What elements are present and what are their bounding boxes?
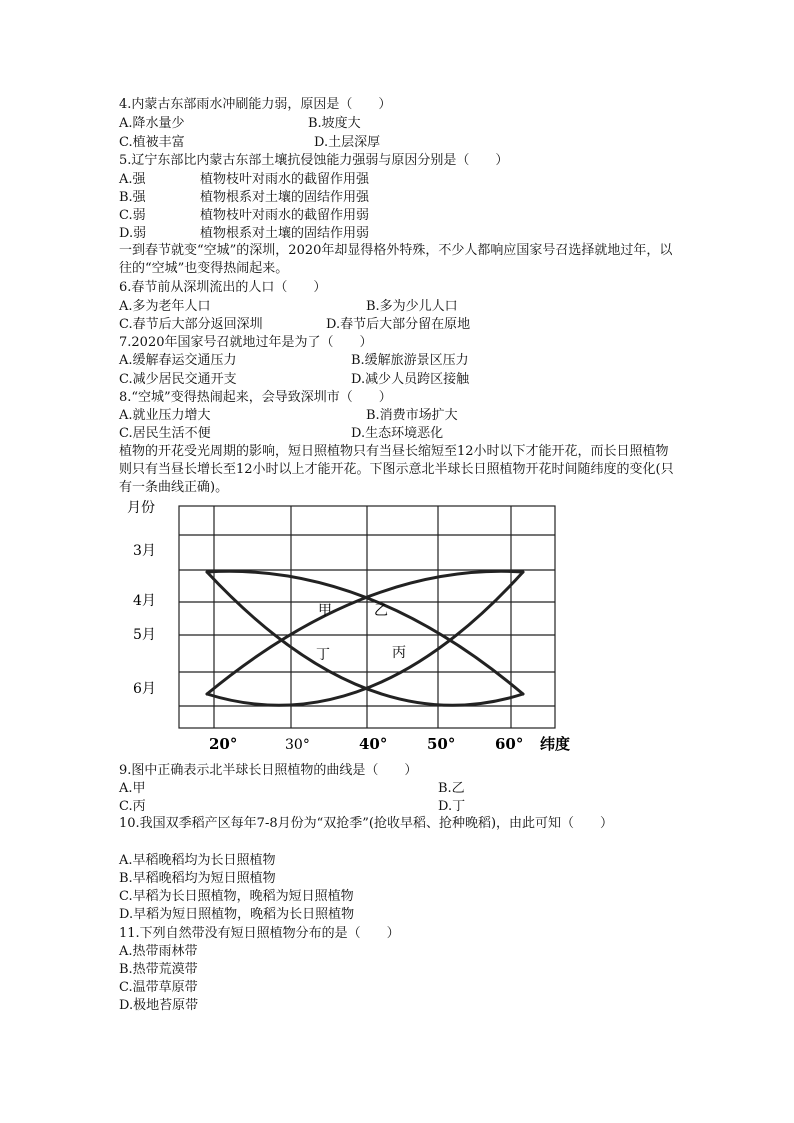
q8-option-d: D.生态环境恶化 — [351, 426, 444, 441]
curve-label-jia: 甲 — [318, 603, 332, 619]
q9-option-c: C.丙 — [119, 799, 146, 814]
y-tick-3: 3月 — [133, 543, 156, 559]
y-tick-5: 5月 — [133, 627, 156, 643]
curve-yi — [207, 571, 523, 694]
q5-option-d-text: 植物根系对土壤的固结作用弱 — [200, 226, 370, 241]
x-tick-50: 50° — [427, 735, 456, 753]
q6-stem: 6.春节前从深圳流出的人口（ ） — [119, 280, 327, 295]
q4-option-a: A.降水量少 — [119, 116, 185, 131]
q10-stem: 10.我国双季稻产区每年7-8月份为“双抢季”(抢收早稻、抢种晚稻)，由此可知（ ） — [119, 816, 614, 831]
q7-stem: 7.2020年国家号召就地过年是为了（ ） — [119, 335, 373, 350]
chart-grid — [179, 506, 555, 728]
y-axis-title: 月份 — [127, 500, 155, 516]
q11-option-c: C.温带草原带 — [119, 980, 198, 995]
q5-stem: 5.辽宁东部比内蒙古东部土壤抗侵蚀能力强弱与原因分别是（ ） — [119, 153, 509, 168]
curve-jia — [207, 571, 523, 694]
q6-option-b: B.多为少儿人口 — [366, 299, 458, 314]
q5-option-d-letter: D.弱 — [119, 226, 147, 241]
q9-stem: 9.图中正确表示北半球长日照植物的曲线是（ ） — [119, 763, 418, 778]
q10-option-a: A.早稻晚稻均为长日照植物 — [119, 853, 276, 868]
q9-option-a: A.甲 — [119, 781, 146, 796]
q5-option-c-text: 植物枝叶对雨水的截留作用弱 — [200, 208, 370, 223]
passage-photoperiod: 植物的开花受光周期的影响，短日照植物只有当昼长缩短至12小时以下才能开花，而长日照植物则只有当昼长增长至12小时以上才能开花。下图示意北半球长日照植物开花时间随纬度的变化(只有一条曲线正确)。 — [119, 444, 674, 495]
y-tick-4: 4月 — [133, 593, 156, 609]
q10-option-c: C.早稻为长日照植物，晚稻为短日照植物 — [119, 889, 354, 904]
q4-option-b: B.坡度大 — [308, 116, 361, 131]
q11-option-a: A.热带雨林带 — [119, 944, 198, 959]
q10-option-b: B.早稻晚稻均为短日照植物 — [119, 871, 276, 886]
q4-stem: 4.内蒙古东部雨水冲刷能力弱，原因是（ ） — [119, 97, 392, 112]
q7-option-a: A.缓解春运交通压力 — [119, 353, 237, 368]
q5-option-c-letter: C.弱 — [119, 208, 146, 223]
y-tick-6: 6月 — [133, 681, 156, 697]
q4-option-c: C.植被丰富 — [119, 135, 185, 150]
q5-option-b-text: 植物根系对土壤的固结作用强 — [200, 190, 370, 205]
curve-bing — [207, 572, 523, 705]
x-tick-60: 60° — [495, 735, 524, 753]
q7-option-b: B.缓解旅游景区压力 — [351, 353, 469, 368]
q7-option-c: C.减少居民交通开支 — [119, 372, 237, 387]
curve-label-ding: 丁 — [316, 647, 330, 663]
flowering-latitude-chart — [119, 498, 579, 756]
q9-option-b: B.乙 — [438, 781, 465, 796]
q7-option-d: D.减少人员跨区接触 — [351, 372, 470, 387]
q9-option-d: D.丁 — [438, 799, 466, 814]
q5-option-a-text: 植物枝叶对雨水的截留作用强 — [200, 172, 370, 187]
q6-option-d: D.春节后大部分留在原地 — [326, 317, 471, 332]
q8-option-c: C.居民生活不便 — [119, 426, 211, 441]
q4-option-d: D.土层深厚 — [314, 135, 381, 150]
x-tick-20: 20° — [209, 735, 238, 753]
curve-label-bing: 丙 — [392, 645, 406, 661]
q8-option-a: A.就业压力增大 — [119, 408, 211, 423]
q11-option-d: D.极地苔原带 — [119, 998, 199, 1013]
x-tick-30: 30° — [285, 737, 310, 753]
q11-option-b: B.热带荒漠带 — [119, 962, 198, 977]
q6-option-a: A.多为老年人口 — [119, 299, 211, 314]
q5-option-a-letter: A.强 — [119, 172, 146, 187]
passage-shenzhen: 一到春节就变“空城”的深圳，2020年却显得格外特殊，不少人都响应国家号召选择就地过年，以往的“空城”也变得热闹起来。 — [119, 243, 673, 276]
q5-option-b-letter: B.强 — [119, 190, 146, 205]
q6-option-c: C.春节后大部分返回深圳 — [119, 317, 263, 332]
q8-option-b: B.消费市场扩大 — [366, 408, 458, 423]
x-axis-title: 纬度 — [540, 735, 571, 753]
x-tick-40: 40° — [359, 735, 388, 753]
curve-label-yi: 乙 — [374, 603, 388, 619]
curve-ding — [207, 572, 523, 705]
q10-option-d: D.早稻为短日照植物，晚稻为长日照植物 — [119, 907, 355, 922]
q11-stem: 11.下列自然带没有短日照植物分布的是（ ） — [119, 926, 400, 941]
q8-stem: 8.“空城”变得热闹起来，会导致深圳市（ ） — [119, 390, 392, 405]
